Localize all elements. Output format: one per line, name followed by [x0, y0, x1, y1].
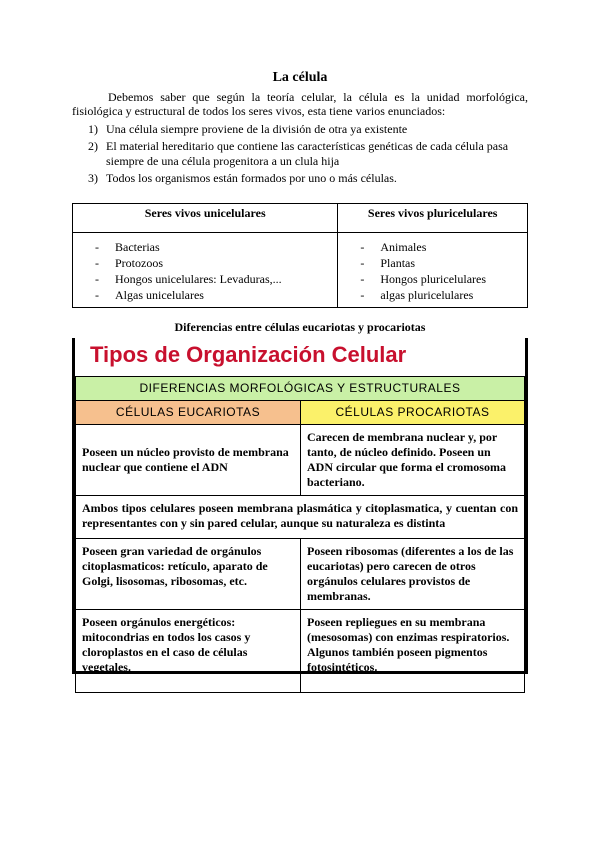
frame-right-border: [525, 338, 528, 674]
pluricelulares-header: Seres vivos pluricelulares: [338, 204, 528, 233]
list-number: 3): [88, 171, 98, 185]
list-text: El material hereditario que contiene las características genéticas de cada célula pasa siempre de una célula progenitora a un clula hija: [106, 139, 509, 168]
list-item: [72, 139, 528, 169]
procariotas-mesosomas-cell: Poseen repliegues en su membrana (mesosomas) con enzimas respiratorios. Algunos también poseen pigmentos fotosintéticos.: [301, 610, 525, 693]
pluricelulares-cell: [338, 233, 528, 308]
list-item: - Protozoos: [95, 256, 163, 270]
eucariotas-nucleo-cell: Poseen un núcleo provisto de membrana nuclear que contiene el ADN: [76, 425, 301, 496]
intro-paragraph: Debemos saber que según la teoría celular, la célula es la unidad morfológica, fisiológica y estructural de todos los seres vivos, esta tiene varios enunciados:: [72, 90, 528, 118]
eucariotas-header: CÉLULAS EUCARIOTAS: [76, 401, 301, 425]
section-subtitle: Diferencias entre células eucariotas y procariotas: [174, 320, 426, 334]
list-item: - Plantas: [360, 256, 416, 270]
procariotas-ribosomas-cell: Poseen ribosomas (diferentes a los de las eucariotas) pero carecen de otros orgánulos celulares provistos de membranas.: [301, 539, 525, 610]
diferencias-header: DIFERENCIAS MORFOLÓGICAS Y ESTRUCTURALES: [76, 377, 525, 401]
list-item: [72, 122, 528, 137]
eucariotas-organulos-cell: Poseen gran variedad de orgánulos citoplasmaticos: retículo, aparato de Golgi, lisosomas, ribosomas, etc.: [76, 539, 301, 610]
unicelulares-cell: [73, 233, 338, 308]
enunciados-list: [72, 122, 528, 188]
eucariotas-energeticos-cell: Poseen orgánulos energéticos: mitocondrias en todos los casos y cloroplastos en el caso de células vegetales.: [76, 610, 301, 693]
unicelulares-header: Seres vivos unicelulares: [73, 204, 338, 233]
list-item: - Algas unicelulares: [95, 288, 204, 302]
seres-vivos-table: [72, 203, 528, 308]
list-item: - algas pluricelulares: [360, 288, 474, 302]
list-item: - Bacterias: [95, 240, 160, 254]
diferencias-table: [75, 376, 525, 693]
figure-title: Tipos de Organización Celular: [90, 342, 407, 367]
page-title: La célula: [272, 70, 328, 85]
list-number: 1): [88, 122, 98, 136]
list-item: - Hongos unicelulares: Levaduras,...: [95, 272, 282, 286]
list-number: 2): [88, 139, 98, 153]
list-text: Todos los organismos están formados por uno o más células.: [106, 171, 397, 185]
ambos-membrana-cell: Ambos tipos celulares poseen membrana plasmática y citoplasmatica, y cuentan con representantes con y sin pared celular, aunque su naturaleza es distinta: [76, 496, 525, 539]
list-item: - Animales: [360, 240, 427, 254]
list-item: - Hongos pluricelulares: [360, 272, 487, 286]
list-item: [72, 171, 528, 186]
organizacion-celular-figure: [72, 338, 528, 674]
procariotas-header: CÉLULAS PROCARIOTAS: [301, 401, 525, 425]
list-text: Una célula siempre proviene de la división de otra ya existente: [106, 122, 408, 136]
procariotas-nucleo-cell: Carecen de membrana nuclear y, por tanto, de núcleo definido. Poseen un ADN circular que forma el cromosoma bacteriano.: [301, 425, 525, 496]
